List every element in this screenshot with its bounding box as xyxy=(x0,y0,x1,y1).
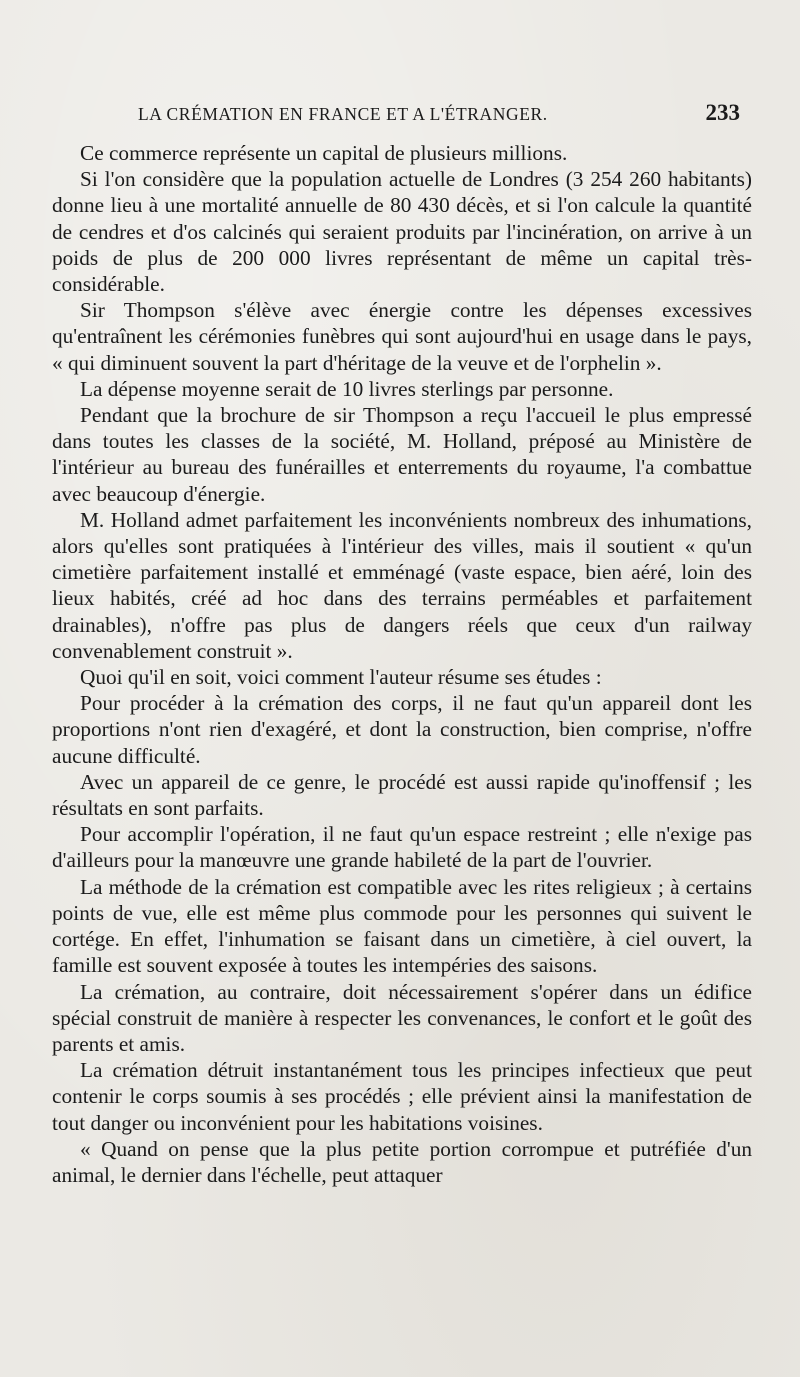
paragraph-4: La dépense moyenne serait de 10 livres sterlings par personne. xyxy=(80,376,614,401)
paragraph-14: « Quand on pense que la plus petite portion corrompue et putréfiée d'un animal, le dernier dans l'échelle, peut attaquer xyxy=(52,1136,752,1187)
running-title: LA CRÉMATION EN FRANCE ET A L'ÉTRANGER. xyxy=(138,104,548,124)
page-number: 233 xyxy=(705,100,740,125)
page-header xyxy=(138,100,740,128)
paragraph-2: Si l'on considère que la population actuelle de Londres (3 254 260 habitants) donne lieu à une mortalité annuelle de 80 430 décès, et si l'on calcule la quantité de cendres et d'os calcinés qui seraient produits par l'incinération, on arrive à un poids de plus de 200 000 livres représentant de même un capital très-considérable. xyxy=(52,167,752,297)
paragraph-10: Pour accomplir l'opération, il ne faut qu'un espace restreint ; elle n'exige pas d'ailleurs pour la manœuvre une grande habileté de la part de l'ouvrier. xyxy=(52,822,752,873)
body-text xyxy=(52,140,752,1188)
paragraph-6: M. Holland admet parfaitement les inconvénients nombreux des inhumations, alors qu'elles sont pratiquées à l'intérieur des villes, mais il soutient « qu'un cimetière parfaitement installé et emménagé (vaste espace, bien aéré, loin des lieux habités, créé ad hoc dans des terrains perméables et parfaitement drainables), n'offre pas plus de dangers réels que ceux d'un railway convenablement construit ». xyxy=(52,507,752,663)
paragraph-8: Pour procéder à la crémation des corps, il ne faut qu'un appareil dont les proportions n'ont rien d'exagéré, et dont la construction, bien comprise, n'offre aucune difficulté. xyxy=(52,691,752,768)
paragraph-1: Ce commerce représente un capital de plusieurs millions. xyxy=(80,141,568,165)
paragraph-9: Avec un appareil de ce genre, le procédé est aussi rapide qu'inoffensif ; les résultats en sont parfaits. xyxy=(52,769,752,821)
paragraph-5: Pendant que la brochure de sir Thompson a reçu l'accueil le plus empressé dans toutes les classes de la société, M. Holland, préposé au Ministère de l'intérieur au bureau des funérailles et enterrements du royaume, l'a combattue avec beaucoup d'énergie. xyxy=(52,403,752,506)
paragraph-3: Sir Thompson s'élève avec énergie contre les dépenses excessives qu'entraînent les cérémonies funèbres qui sont aujourd'hui en usage dans le pays, « qui diminuent souvent la part d'héritage de la veuve et de l'orphelin ». xyxy=(52,298,752,375)
paragraph-11: La méthode de la crémation est compatible avec les rites religieux ; à certains points de vue, elle est même plus commode pour les personnes qui suivent le cortége. En effet, l'inhumation se faisant dans un cimetière, à ciel ouvert, la famille est souvent exposée à toutes les intempéries des saisons. xyxy=(52,874,752,978)
paragraph-13: La crémation détruit instantanément tous les principes infectieux que peut contenir le corps soumis à ses procédés ; elle prévient ainsi la manifestation de tout danger ou inconvénient pour les habitations voisines. xyxy=(52,1058,752,1135)
paragraph-7: Quoi qu'il en soit, voici comment l'auteur résume ses études : xyxy=(80,665,602,690)
paragraph-12: La crémation, au contraire, doit nécessairement s'opérer dans un édifice spécial construit de manière à respecter les convenances, le confort et le goût des parents et amis. xyxy=(52,979,752,1056)
